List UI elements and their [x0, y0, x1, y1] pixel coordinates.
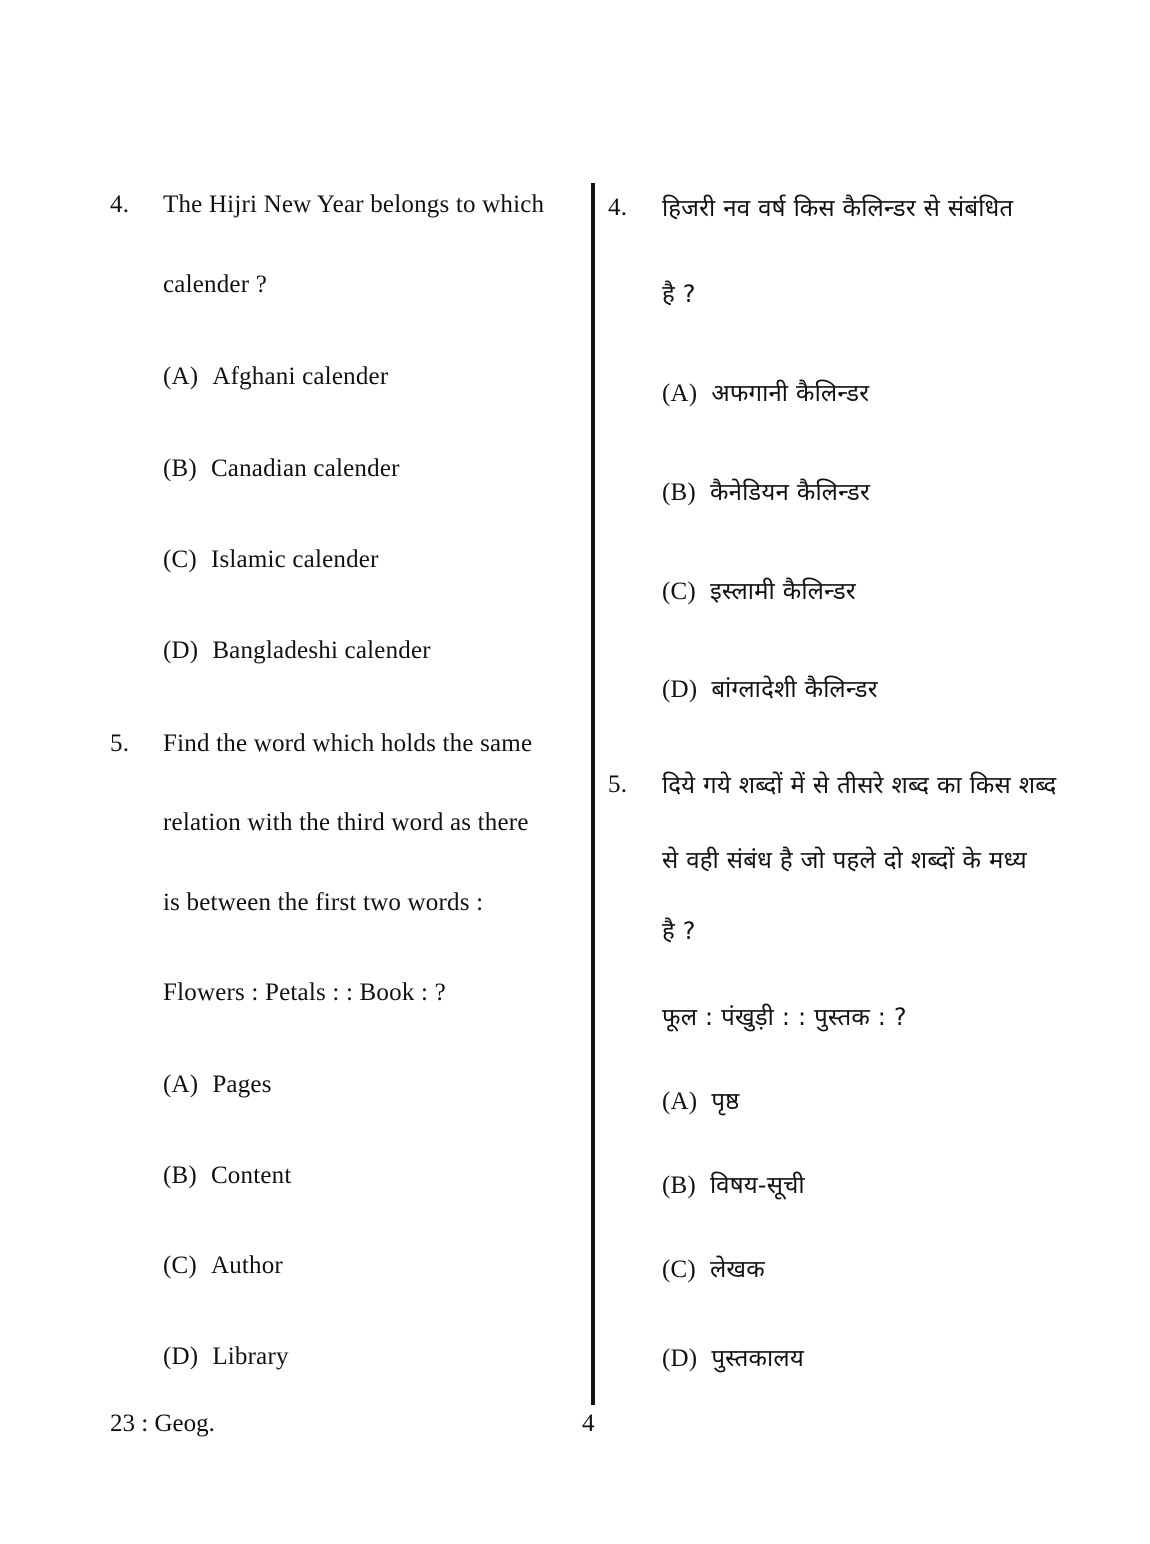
q4-text-line1-en: The Hijri New Year belongs to which	[163, 191, 545, 218]
q4-text-line2-en: calender ?	[163, 271, 268, 298]
option-letter: (C)	[662, 578, 696, 605]
q4-option-a-hi	[662, 378, 869, 409]
q5-option-c-hi	[662, 1254, 765, 1285]
option-text: Bangladeshi calender	[212, 637, 431, 664]
q5-text-line3-en: is between the first two words :	[163, 889, 484, 916]
option-text: इस्लामी कैलिन्डर	[709, 577, 856, 605]
option-letter: (B)	[163, 1162, 197, 1189]
q5-option-c-en	[163, 1251, 283, 1281]
q5-text-line1-hi: दिये गये शब्दों में से तीसरे शब्द का किस शब्द	[662, 771, 1057, 799]
q4-number-hi: 4.	[608, 194, 628, 221]
q5-text-line1-en: Find the word which holds the same	[163, 730, 533, 757]
q5-text-line3-hi: है ?	[662, 917, 696, 945]
option-text: Islamic calender	[210, 546, 379, 573]
option-text: Content	[210, 1162, 292, 1189]
option-text: Library	[212, 1343, 289, 1370]
q5-text-line2-hi: से वही संबंध है जो पहले दो शब्दों के मध्य	[662, 846, 1027, 874]
option-letter: (B)	[163, 455, 197, 482]
option-text: Canadian calender	[210, 455, 400, 482]
q4-option-b-en	[163, 454, 400, 484]
paper-code: 23 : Geog.	[110, 1410, 215, 1437]
option-letter: (B)	[662, 479, 696, 506]
option-letter: (A)	[163, 1071, 199, 1098]
q5-option-b-en	[163, 1161, 292, 1191]
option-text: अफगानी कैलिन्डर	[711, 379, 870, 407]
option-letter: (D)	[163, 637, 199, 664]
q4-option-c-en	[163, 545, 379, 575]
q4-option-d-hi	[662, 674, 878, 705]
option-letter: (C)	[662, 1256, 696, 1283]
option-letter: (C)	[163, 546, 197, 573]
q4-option-b-hi	[662, 477, 870, 508]
q5-option-d-hi	[662, 1343, 804, 1374]
option-text: पुस्तकालय	[711, 1344, 805, 1372]
option-letter: (A)	[662, 1088, 698, 1115]
q5-number-hi: 5.	[608, 771, 628, 798]
q4-text-line2-hi: है ?	[662, 280, 696, 308]
q4-number-en: 4.	[110, 191, 130, 218]
option-text: पृष्ठ	[711, 1087, 740, 1115]
option-letter: (A)	[662, 380, 698, 407]
option-text: विषय-सूची	[709, 1171, 805, 1199]
option-text: Author	[210, 1252, 283, 1279]
q5-analogy-en: Flowers : Petals : : Book : ?	[163, 979, 446, 1006]
q5-text-line2-en: relation with the third word as there	[163, 809, 529, 836]
q5-option-d-en	[163, 1342, 289, 1372]
option-letter: (D)	[163, 1343, 199, 1370]
option-letter: (A)	[163, 363, 199, 390]
option-text: कैनेडियन कैलिन्डर	[709, 478, 870, 506]
q4-option-c-hi	[662, 576, 856, 607]
q5-analogy-hi: फूल : पंखुड़ी : : पुस्तक : ?	[662, 1003, 907, 1031]
option-letter: (D)	[662, 1345, 698, 1372]
q4-option-d-en	[163, 636, 431, 666]
option-text: Afghani calender	[212, 363, 389, 390]
q4-text-line1-hi: हिजरी नव वर्ष किस कैलिन्डर से संबंधित	[662, 194, 1014, 222]
option-letter: (C)	[163, 1252, 197, 1279]
q5-option-a-hi	[662, 1086, 739, 1117]
q5-number-en: 5.	[110, 730, 130, 757]
q5-option-a-en	[163, 1070, 272, 1100]
q5-option-b-hi	[662, 1170, 805, 1201]
option-text: लेखक	[709, 1255, 765, 1283]
option-letter: (B)	[662, 1172, 696, 1199]
column-divider	[591, 183, 595, 1405]
option-letter: (D)	[662, 676, 698, 703]
q4-option-a-en	[163, 362, 388, 392]
option-text: बांग्लादेशी कैलिन्डर	[711, 675, 878, 703]
option-text: Pages	[212, 1071, 272, 1098]
page-number: 4	[582, 1410, 595, 1437]
